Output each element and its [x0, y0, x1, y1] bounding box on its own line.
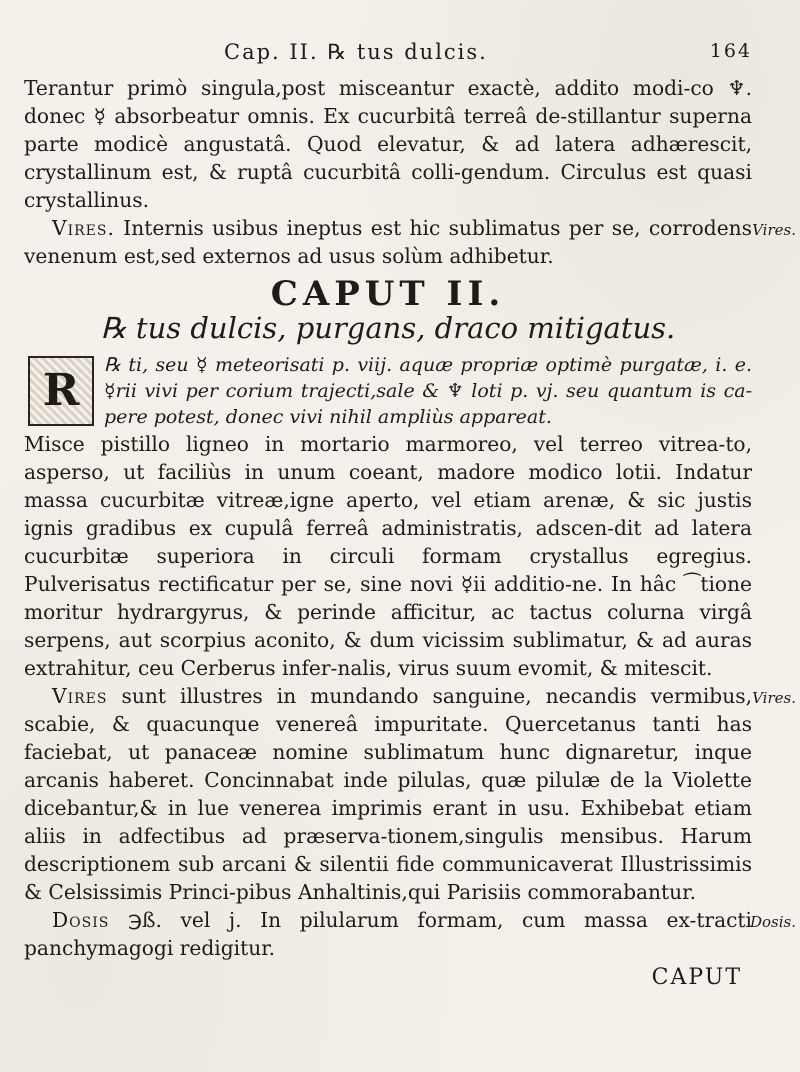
paragraph-preparation: Terantur primò singula,post misceantur exactè, addito modi-co ♆. donec ☿ absorbeatur omnis. Ex cucurbitâ terreâ de-stillantur superna parte modicè angustatâ. Quod elevatur, & ad latera adhærescit, crystallinum est, & ruptâ cucurbitâ colli-gendum. Circulus est quasi crystallinus.: [24, 76, 752, 212]
paragraph-method: Misce pistillo ligneo in mortario marmoreo, vel terreo vitrea-to, asperso, ut faciliùs in unum coeant, madore modico lotii. Indatur massa cucurbitæ vitreæ,igne aperto, vel etiam arenæ, & sic justis ignis gradibus ex cupulâ ferreâ administratis, adscen-dit ad latera cucurbitæ superiora in circuli formam crystallus egregius. Pulverisatus rectificatur per se, sine novi ☿ii additio-ne. In hâc ⁀tione moritur hydrargyrus, & perinde afficitur, ac tactus colurna virgâ serpens, aut scorpius aconito, & dum vicissim sublimatur, & ad auras extrahitur, ceu Cerberus infer-nalis, virus suum evomit, & mitescit.: [24, 432, 752, 680]
vires2-text: sunt illustres in mundando sanguine, necandis vermibus, scabie, & quacunque venereâ impuritate. Quercetanus tanti has faciebat, ut panaceæ nomine sublimatum hunc dignaretur, inque arcanis haberet. Concinnabat inde pilulas, quæ pilulæ de la Violette dicebantur,& in lue venerea imprimis erant in usu. Exhibebat etiam aliis in adfectibus ad præserva-tionem,singulis mensibus. Harum descriptionem sub arcani & silentii fide communicaverat Illustrissimis & Celsissimis Princi-pibus Anhaltinis,qui Parisiis commorabantur.: [24, 684, 752, 904]
decorated-initial: R: [28, 356, 94, 426]
margin-note-vires: Vires.: [752, 221, 796, 239]
vires2-paragraph: [24, 682, 796, 906]
recipe-lead: [24, 352, 752, 430]
margin-note-vires2: Vires.: [752, 689, 796, 707]
main-text: [24, 74, 796, 992]
dosis-paragraph: [24, 906, 796, 962]
page-number: 164: [709, 40, 752, 62]
catchword: CAPUT: [651, 965, 742, 990]
chapter-heading: CAPUT II.: [270, 274, 506, 314]
running-title: Cap. II. ℞ tus dulcis.: [224, 40, 488, 64]
dosis-label: Dosis: [52, 908, 110, 932]
vires2-label: Vires: [52, 684, 108, 708]
vires-paragraph: [24, 214, 796, 270]
chapter-subheading: ℞ tus dulcis, purgans, draco mitigatus.: [100, 311, 676, 345]
recipe-ingredients: ℞ ti, seu ☿ meteorisati p. viij. aquæ propriæ optimè purgatæ, i. e. ☿rii vivi per corium trajecti,sale & ♆ loti p. vj. seu quantum is ca-pere potest, donec vivi nihil ampliùs appareat.: [104, 354, 752, 428]
dosis-text: ℈ß. vel j. In pilularum formam, cum massa ex-tracti panchymagogi redigitur.: [24, 908, 752, 960]
running-header: [24, 40, 760, 74]
margin-note-dosis: Dosis.: [749, 913, 796, 931]
vires-text: Internis usibus ineptus est hic sublimatus per se, corrodens venenum est,sed externos ad usus solùm adhibetur.: [24, 216, 753, 268]
vires-label: Vires.: [52, 216, 115, 240]
